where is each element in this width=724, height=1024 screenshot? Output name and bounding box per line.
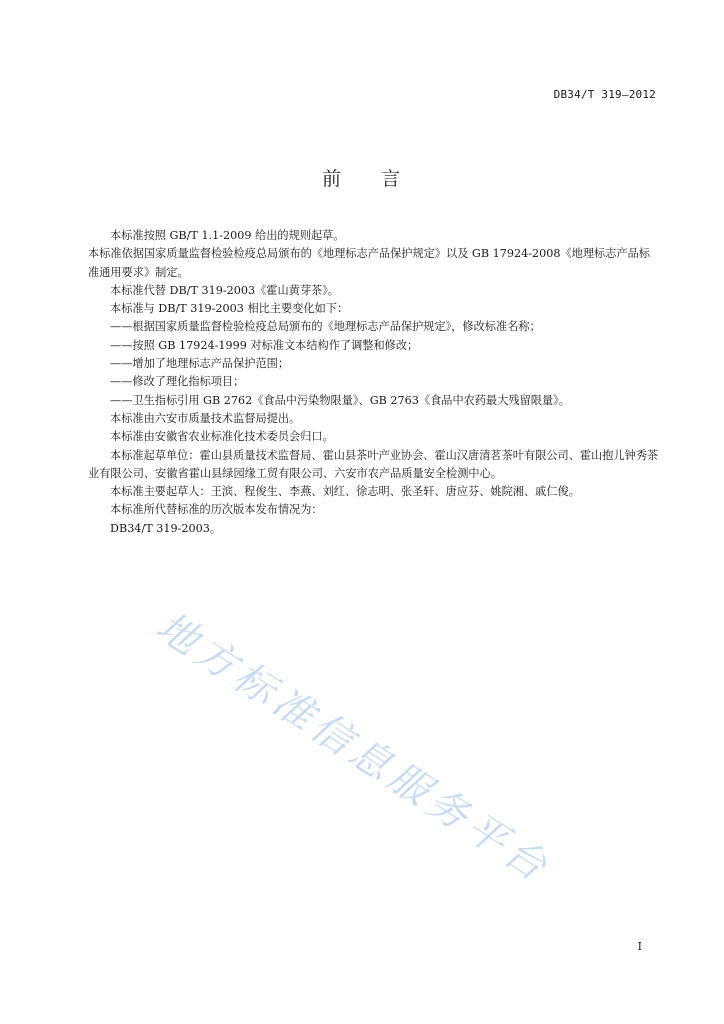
list-item: ——增加了地理标志产品保护范围；	[110, 357, 290, 371]
paragraph: DB34/T 319-2003。	[110, 521, 222, 535]
list-item: ——根据国家质量监督检验检疫总局颁布的《地理标志产品保护规定》，修改标准名称；	[110, 320, 541, 334]
paragraph: 本标准起草单位：霍山县质量技术监督局、霍山县茶叶产业协会、霍山汉唐清茗茶叶有限公司、霍山抱儿钟秀茶业有限公司、安徽省霍山县绿园缘工贸有限公司、六安市农产品质量安全检测中心。	[88, 448, 659, 480]
paragraph: 本标准与 DB/T 319-2003 相比主要变化如下：	[110, 302, 349, 316]
paragraph: 本标准依据国家质量监督检验检疫总局颁布的《地理标志产品保护规定》以及 GB 17924-2008《地理标志产品标准通用要求》制定。	[88, 247, 650, 279]
paragraph: 本标准代替 DB/T 319-2003《霍山黄芽茶》。	[110, 283, 339, 297]
page-title	[0, 164, 724, 191]
standard-code: DB34/T 319—2012	[553, 88, 656, 101]
list-item: ——卫生指标引用 GB 2762《食品中污染物限量》、GB 2763《食品中农药最大残留限量》。	[110, 393, 570, 407]
paragraph: 本标准由六安市质量技术监督局提出。	[110, 411, 301, 425]
paragraph: 本标准所代替标准的历次版本发布情况为：	[110, 503, 323, 517]
list-item: ——修改了理化指标项目；	[110, 375, 245, 389]
watermark: 地方标准信息服务平台	[148, 603, 559, 893]
paragraph: 本标准按照 GB/T 1.1-2009 给出的规则起草。	[110, 229, 345, 242]
title-char-1: 前	[321, 168, 343, 190]
list-item: ——按照 GB 17924-1999 对标准文本结构作了调整和修改；	[110, 338, 419, 352]
paragraph: 本标准主要起草人：王滨、程俊生、李燕、刘红、徐志明、张圣轩、唐应芬、姚院湘、戚仁俊。	[110, 485, 580, 499]
paragraph: 本标准由安徽省农业标准化技术委员会归口。	[110, 430, 334, 444]
title-char-2: 言	[381, 168, 403, 190]
foreword-body	[88, 227, 660, 538]
page-number: I	[637, 940, 642, 953]
